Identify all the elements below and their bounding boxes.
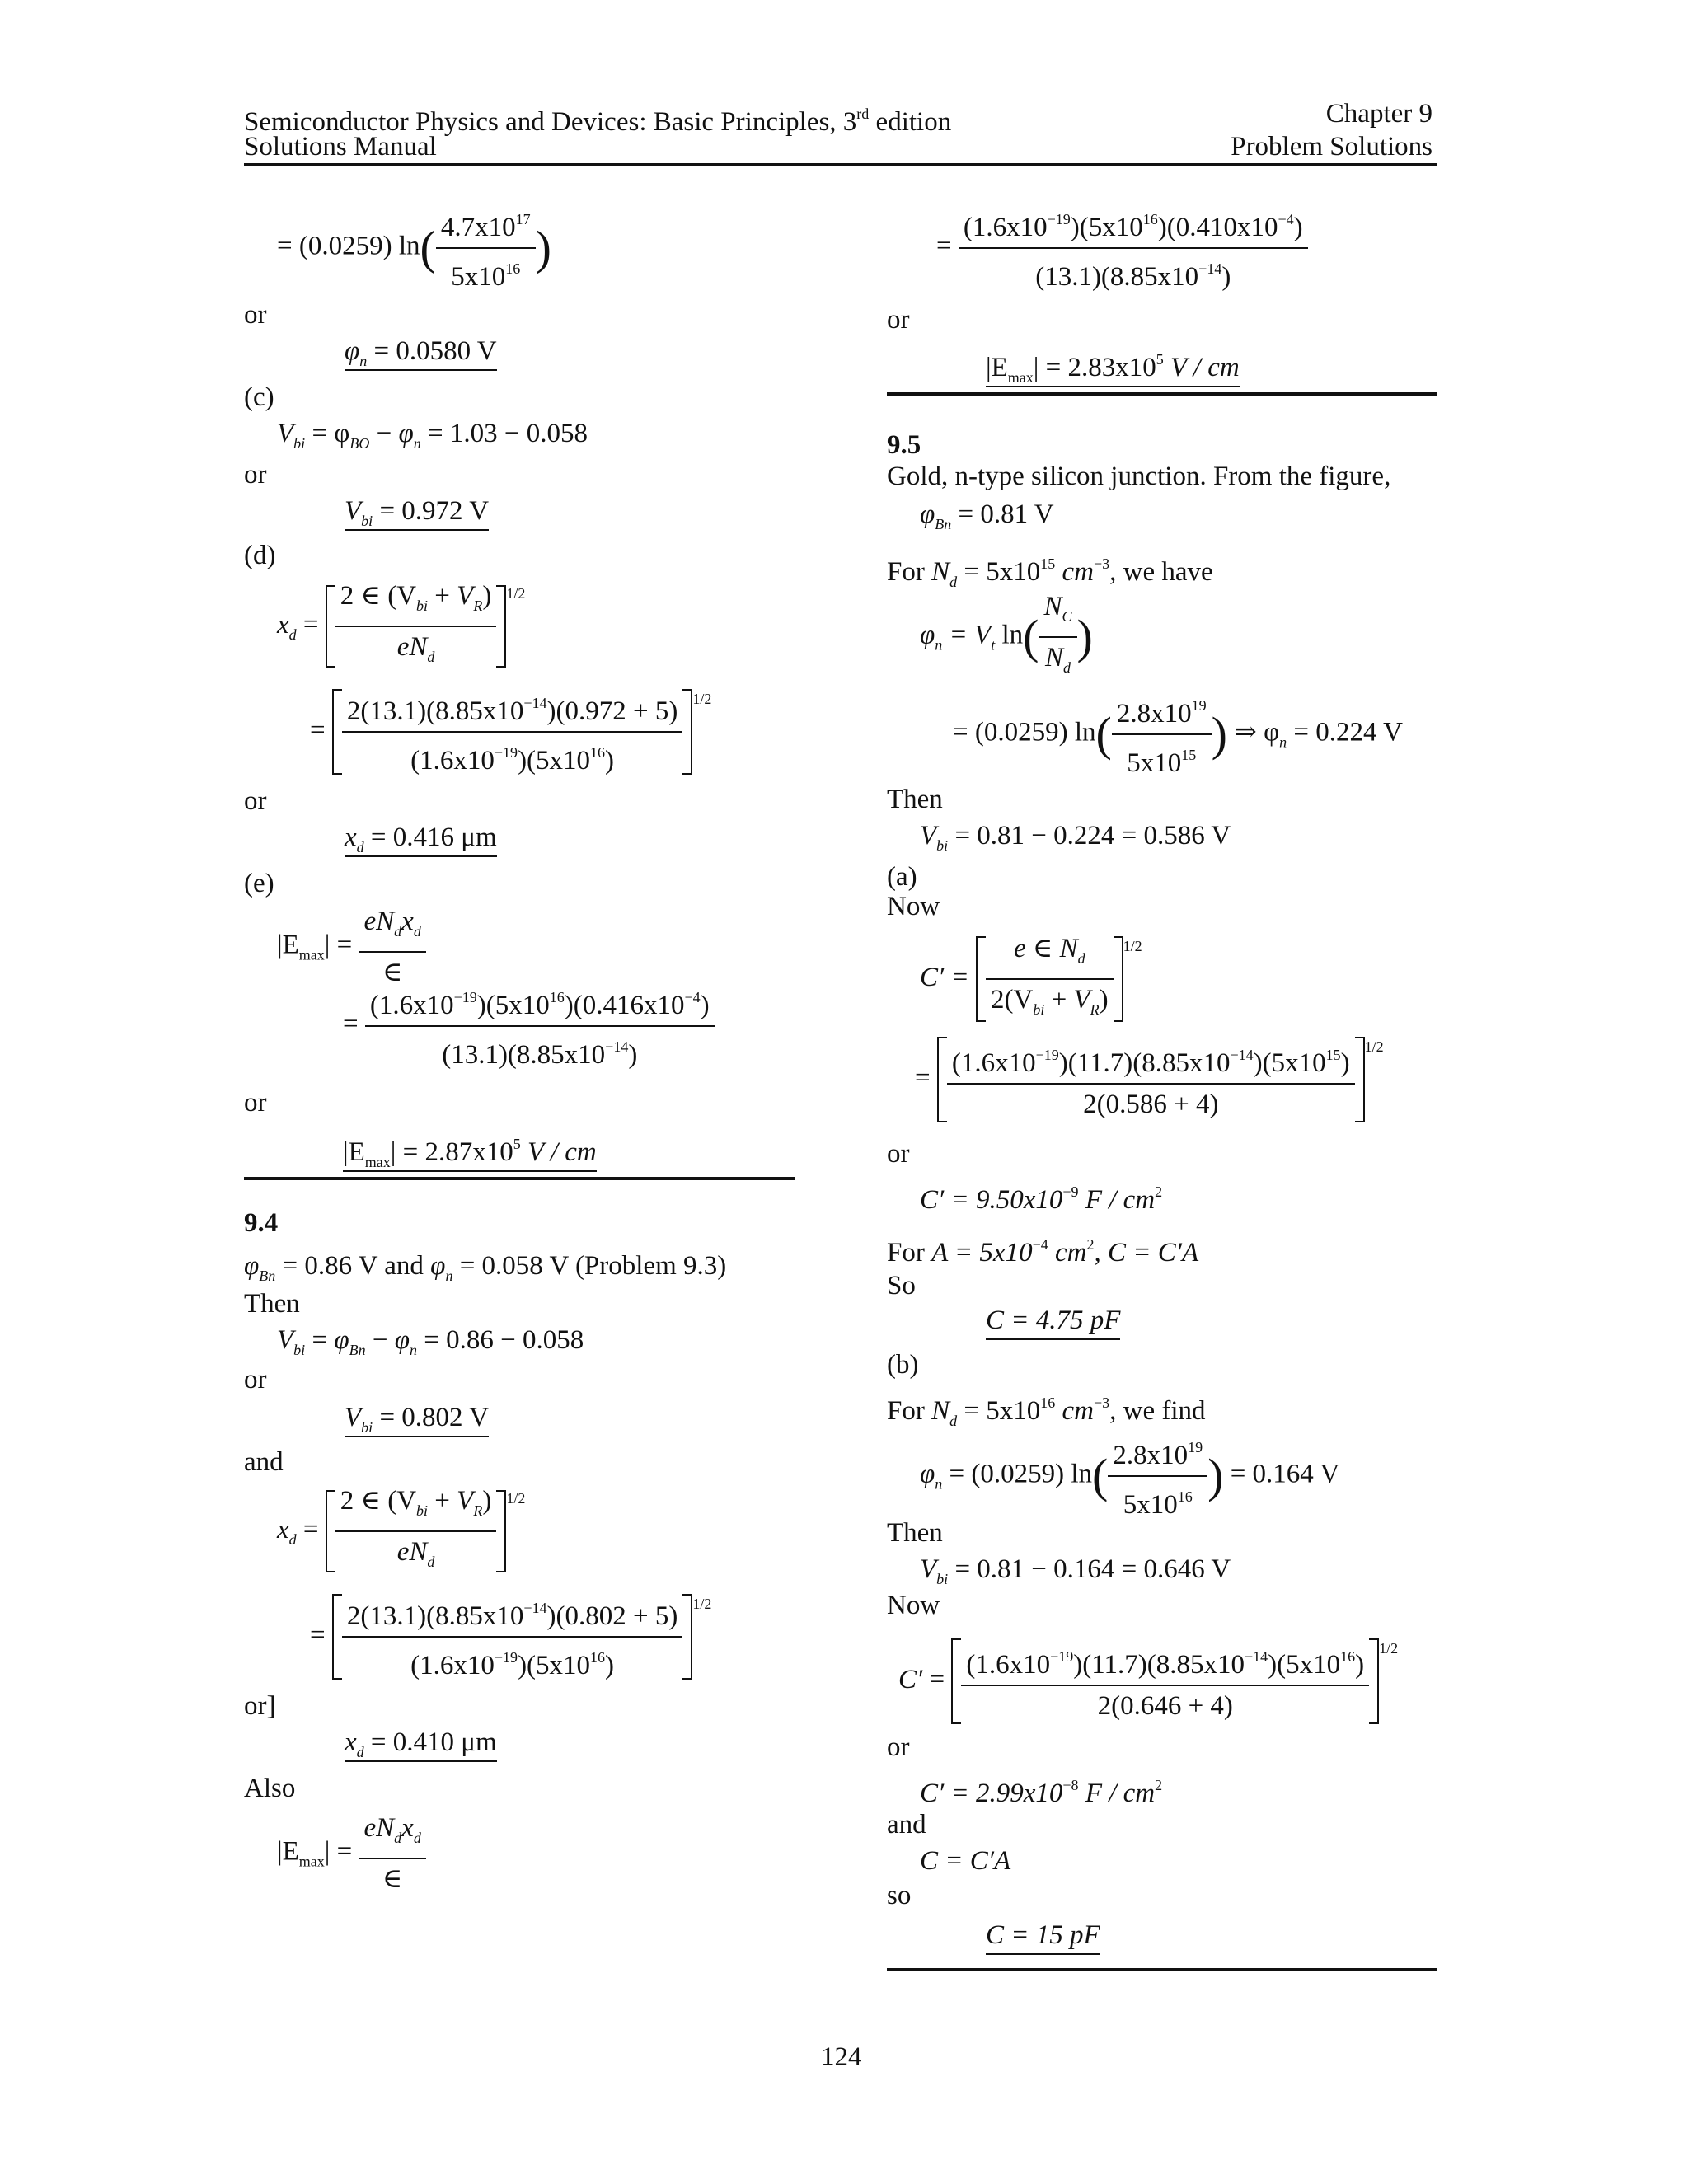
or-text: or <box>244 460 267 490</box>
phin-formula: $\varphi_n = V_t$ ln( $\frac{N_C}{N_d}$ ) <box>920 592 1093 676</box>
area-given: For $A = 5x10^{-4}$ $cm^2$, C = C′A <box>887 1236 1199 1268</box>
or-text: or <box>887 1732 910 1762</box>
page-number: 124 <box>821 2042 862 2072</box>
chapter-label: Chapter 9 <box>1325 99 1432 129</box>
capacitance-result-a: C = 4.75 pF <box>986 1304 1120 1337</box>
or-text: or <box>244 300 267 330</box>
phin-equation: = (0.0259) ln( $\frac{4.7x10^{17}}{5x10^{16}}$ ) <box>277 203 551 293</box>
cprime-result: $C' = 9.50x10^{-9}$ F / $cm^2$ <box>920 1183 1163 1215</box>
p94-xd-formula: $x_d$ = $\frac{2 \in (V_{bi} + V_R)}{eN_d}$ $^{1/2}$ <box>277 1482 525 1578</box>
phin-result: $\varphi_n = 0.0580$ V <box>345 336 497 369</box>
so-text: so <box>887 1881 912 1910</box>
phin-b-equation: $\varphi_n = (0.0259)$ ln( $\frac{2.8x10^{19}}{5x10^{16}}$ ) = 0.164 V <box>920 1431 1339 1521</box>
or-text: or <box>244 786 267 816</box>
problem-9-4-given: $\varphi_{Bn} = 0.86$ V and $\varphi_n = 0.058$ V (Problem 9.3) <box>244 1251 727 1284</box>
p94-emax-substitution: = $\frac{(1.6x10^{-19})(5x10^{16})(0.410x10^{-4})}{(13.1)(8.85x10^{-14})}$ <box>936 203 1308 293</box>
and-text: and <box>887 1810 926 1840</box>
now-text: Now <box>887 892 940 921</box>
part-c-label: (c) <box>244 382 274 412</box>
emax-substitution: = $\frac{(1.6x10^{-19})(5x10^{16})(0.416x10^{-4})}{(13.1)(8.85x10^{-14})}$ <box>343 981 715 1071</box>
now-text: Now <box>887 1591 940 1620</box>
phibn-value: $\varphi_{Bn} = 0.81$ V <box>920 499 1054 532</box>
p94-vbi-equation: $V_{bi} = \varphi_{Bn} - \varphi_n = 0.86 - 0.058$ <box>277 1325 584 1358</box>
so-text: So <box>887 1271 916 1301</box>
cprime-b-result: $C' = 2.99x10^{-8}$ F / $cm^2$ <box>920 1777 1163 1808</box>
or-text: or] <box>244 1691 276 1721</box>
or-text: or <box>887 1139 910 1169</box>
emax-formula: $|E_{max}|$ = $\frac{eN_dx_d}{\in}$ <box>277 905 426 989</box>
vbi-value-b: $V_{bi} = 0.81 - 0.164 = 0.646$ V <box>920 1554 1231 1587</box>
vbi-value: $V_{bi} = 0.81 - 0.224 = 0.586$ V <box>920 821 1231 854</box>
or-text: or <box>887 305 910 335</box>
header-rule <box>244 163 1437 166</box>
or-text: or <box>244 1365 267 1394</box>
part-b-label: (b) <box>887 1350 919 1380</box>
capacitance-result-b: C = 15 pF <box>986 1919 1100 1952</box>
cprime-b-substitution: C′ = $\frac{(1.6x10^{-19})(11.7)(8.85x10^{-14})(5x10^{16})}{2(0.646 + 4)}$ $^{1/2}$ <box>898 1632 1398 1724</box>
then-text: Then <box>887 1518 943 1548</box>
problem-divider <box>887 392 1437 396</box>
part-e-label: (e) <box>244 869 274 898</box>
and-text: and <box>244 1447 284 1477</box>
then-text: Then <box>244 1289 300 1319</box>
vbi-equation: $V_{bi} = \varphi_{BO} - \varphi_n = 1.03 - 0.058$ <box>277 419 588 452</box>
nd-given-b: For $N_d = 5x10^{16}$ $cm^{-3}$, we find <box>887 1394 1206 1429</box>
phin-substitution: = (0.0259) ln( $\frac{2.8x10^{19}}{5x10^{15}}$ ) ⇒ $\varphi_n = 0.224$ V <box>953 689 1403 780</box>
or-text: or <box>244 1088 267 1118</box>
p94-xd-substitution: = $\frac{2(13.1)(8.85x10^{-14})(0.802 + 5)}{(1.6x10^{-19})(5x10^{16})}$ $^{1/2}$ <box>310 1587 711 1682</box>
vbi-result: $V_{bi} = 0.972$ V <box>345 496 490 529</box>
p94-emax-formula: $|E_{max}|$ = $\frac{eN_dx_d}{\in}$ <box>277 1811 426 1896</box>
problem-divider <box>887 1968 1437 1971</box>
book-title: Semiconductor Physics and Devices: Basic Principles, 3rd edition <box>244 105 952 137</box>
xd-substitution: = $\frac{2(13.1)(8.85x10^{-14})(0.972 + 5)}{(1.6x10^{-19})(5x10^{16})}$ $^{1/2}$ <box>310 682 711 777</box>
section-label: Problem Solutions <box>1231 132 1432 162</box>
then-text: Then <box>887 785 943 814</box>
p94-emax-result: $|E_{max}| = 2.83x10^5$ V / cm <box>986 351 1240 386</box>
nd-given: For $N_d = 5x10^{15}$ $cm^{-3}$, we have <box>887 555 1213 590</box>
cprime-substitution: = $\frac{(1.6x10^{-19})(11.7)(8.85x10^{-14})(5x10^{15})}{2(0.586 + 4)}$ $^{1/2}$ <box>915 1030 1384 1122</box>
xd-result: $x_d = 0.416$ μm <box>345 823 497 855</box>
manual-title: Solutions Manual <box>244 132 437 162</box>
problem-9-5-heading: 9.5 <box>887 430 921 460</box>
also-text: Also <box>244 1774 296 1803</box>
p94-vbi-result: $V_{bi} = 0.802$ V <box>345 1403 490 1436</box>
problem-9-4-heading: 9.4 <box>244 1208 279 1238</box>
cprime-formula: C′ = $\frac{e \in N_d}{2(V_{bi} + V_R)}$ $^{1/2}$ <box>920 930 1142 1026</box>
capacitance-equation: C = C′A <box>920 1846 1011 1876</box>
xd-formula: $x_d$ = $\frac{2 \in (V_{bi} + V_R)}{eN_d}$ $^{1/2}$ <box>277 577 525 673</box>
problem-9-5-intro: Gold, n-type silicon junction. From the figure, <box>887 462 1391 491</box>
part-d-label: (d) <box>244 541 276 570</box>
emax-result: $|E_{max}| = 2.87x10^5$ V / cm <box>343 1136 597 1170</box>
problem-divider <box>244 1177 795 1180</box>
part-a-label: (a) <box>887 862 917 892</box>
p94-xd-result: $x_d = 0.410$ μm <box>345 1727 497 1760</box>
